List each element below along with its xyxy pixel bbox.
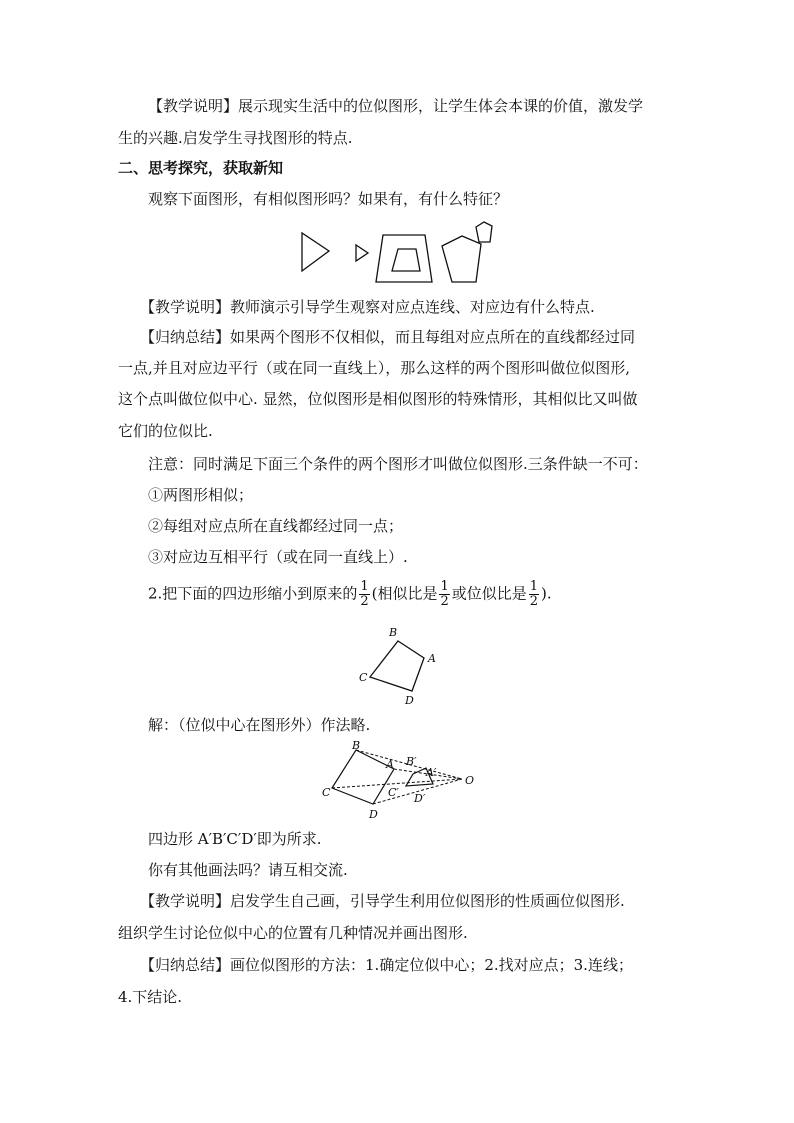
condition-1: ①两图形相似； <box>148 486 254 504</box>
solution-intro: 解：（位似中心在图形外）作法略. <box>148 716 371 734</box>
condition-2: ②每组对应点所在直线都经过同一点； <box>148 517 404 535</box>
figure-similar-shapes <box>296 218 496 290</box>
solution-result: 四边形 A′B′C′D′即为所求. <box>148 830 322 848</box>
observe-question: 观察下面图形，有相似图形吗？如果有，有什么特征？ <box>148 190 509 208</box>
summary-definition-1: 【归纳总结】如果两个图形不仅相似，而且每组对应点所在的直线都经过同 <box>140 328 636 346</box>
label-c-prime: C′ <box>388 786 399 799</box>
label-d: D <box>369 808 378 821</box>
label-d: D <box>405 694 414 707</box>
label-b-prime: B′ <box>406 755 417 768</box>
label-b: B <box>352 739 361 752</box>
label-a: A <box>386 758 394 771</box>
small-triangle <box>356 245 368 261</box>
outer-quadrilateral <box>376 235 432 282</box>
summary-definition-3: 这个点叫做位似中心. 显然，位似图形是相似图形的特殊情形，其相似比又叫做 <box>118 390 638 408</box>
discussion-prompt: 你有其他画法吗？请互相交流. <box>148 861 348 879</box>
teaching-note-3-cont: 组织学生讨论位似中心的位置有几种情况并画出图形. <box>118 924 468 942</box>
paragraph-teaching-note-1: 【教学说明】展示现实生活中的位似图形，让学生体会本课的价值，激发学 <box>148 97 644 115</box>
large-pentagon <box>442 236 481 282</box>
quadrilateral-abcd-large <box>332 750 394 804</box>
section-heading: 二、思考探究，获取新知 <box>118 159 284 177</box>
figure-quadrilateral-abcd <box>350 622 450 708</box>
inner-quadrilateral <box>392 249 420 271</box>
teaching-note-2: 【教学说明】教师演示引导学生观察对应点连线、对应边有什么特点. <box>140 298 595 316</box>
summary-definition-4: 它们的位似比. <box>118 422 213 440</box>
note-conditions: 注意：同时满足下面三个条件的两个图形才叫做位似图形.三条件缺一不可： <box>148 455 648 473</box>
label-c: C <box>322 786 331 799</box>
label-a-prime: A′ <box>426 766 437 779</box>
figure-homothety-construction <box>318 740 488 824</box>
summary-method-cont: 4.下结论. <box>118 988 183 1006</box>
label-d-prime: D′ <box>414 792 426 805</box>
summary-definition-2: 一点,并且对应边平行（或在同一直线上），那么这样的两个图形叫做位似图形, <box>118 359 631 377</box>
condition-3: ③对应边互相平行（或在同一直线上）. <box>148 548 408 566</box>
label-a: A <box>428 652 436 665</box>
fraction-half-2: $\frac{1}{2}$ <box>440 579 449 609</box>
quadrilateral-abcd <box>370 641 424 691</box>
paragraph-teaching-note-1-cont: 生的兴趣.启发学生寻找图形的特点. <box>118 129 353 147</box>
fraction-half-3: $\frac{1}{2}$ <box>529 579 539 609</box>
summary-method: 【归纳总结】画位似图形的方法：1.确定位似中心；2.找对应点；3.连线； <box>140 956 633 974</box>
teaching-note-3: 【教学说明】启发学生自己画，引导学生利用位似图形的性质画位似图形. <box>140 892 625 910</box>
exercise-2: 2.把下面的四边形缩小到原来的 $\frac{1}{2}$ (相似比是 $\frac{1}{2}$ 或位似比是 $\frac{1}{2}$ ). <box>148 579 552 609</box>
label-c: C <box>359 671 368 684</box>
large-triangle <box>302 233 329 271</box>
fraction-half-1: $\frac{1}{2}$ <box>360 579 369 609</box>
label-b: B <box>389 626 398 639</box>
label-o: O <box>465 774 475 787</box>
small-pentagon <box>476 222 492 242</box>
